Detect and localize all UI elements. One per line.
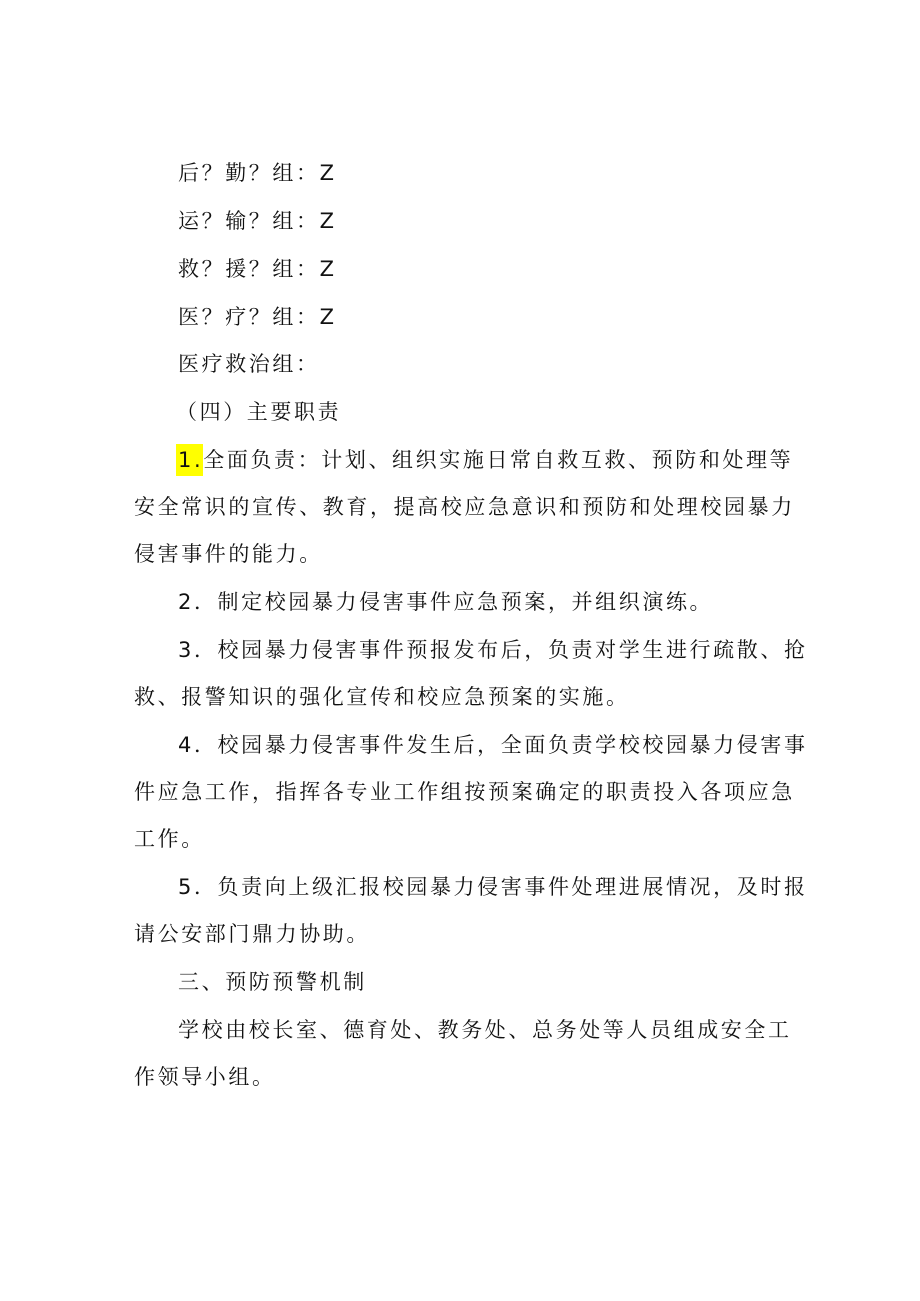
item-1-line-3: 侵害事件的能力。 — [134, 542, 323, 566]
section-3-heading: 三、预防预警机制 — [178, 970, 367, 994]
item-4-line-2: 件应急工作，指挥各专业工作组按预案确定的职责投入各项应急 — [134, 780, 795, 804]
group-transport: 运？输？组：Z — [178, 209, 337, 233]
item-3-line-2: 救、报警知识的强化宣传和校应急预案的实施。 — [134, 685, 630, 709]
item-4-line-3: 工作。 — [134, 827, 205, 851]
item-5-line-2: 请公安部门鼎力协助。 — [134, 922, 370, 946]
group-medical: 医？疗？组：Z — [178, 305, 337, 329]
item-1-line-2: 安全常识的宣传、教育，提高校应急意识和预防和处理校园暴力 — [134, 495, 795, 519]
item-4-line-1: 4．校园暴力侵害事件发生后，全面负责学校校园暴力侵害事 — [178, 733, 808, 757]
item-1-text: 全面负责：计划、组织实施日常自救互救、预防和处理等 — [203, 448, 794, 472]
group-logistics: 后？勤？组：Z — [178, 161, 337, 185]
item-1-number-highlight: 1. — [176, 444, 203, 476]
group-medical-treatment: 医疗救治组： — [178, 352, 320, 376]
item-2-line-1: 2．制定校园暴力侵害事件应急预案，并组织演练。 — [178, 590, 714, 614]
closing-line-1: 学校由校长室、德育处、教务处、总务处等人员组成安全工 — [178, 1018, 792, 1042]
item-3-line-1: 3．校园暴力侵害事件预报发布后，负责对学生进行疏散、抢 — [178, 638, 808, 662]
group-rescue: 救？援？组：Z — [178, 257, 337, 281]
item-1-line-1 — [176, 446, 793, 474]
section-heading-duties: （四）主要职责 — [176, 400, 342, 424]
item-5-line-1: 5．负责向上级汇报校园暴力侵害事件处理进展情况，及时报 — [178, 875, 808, 899]
closing-line-2: 作领导小组。 — [134, 1065, 276, 1089]
